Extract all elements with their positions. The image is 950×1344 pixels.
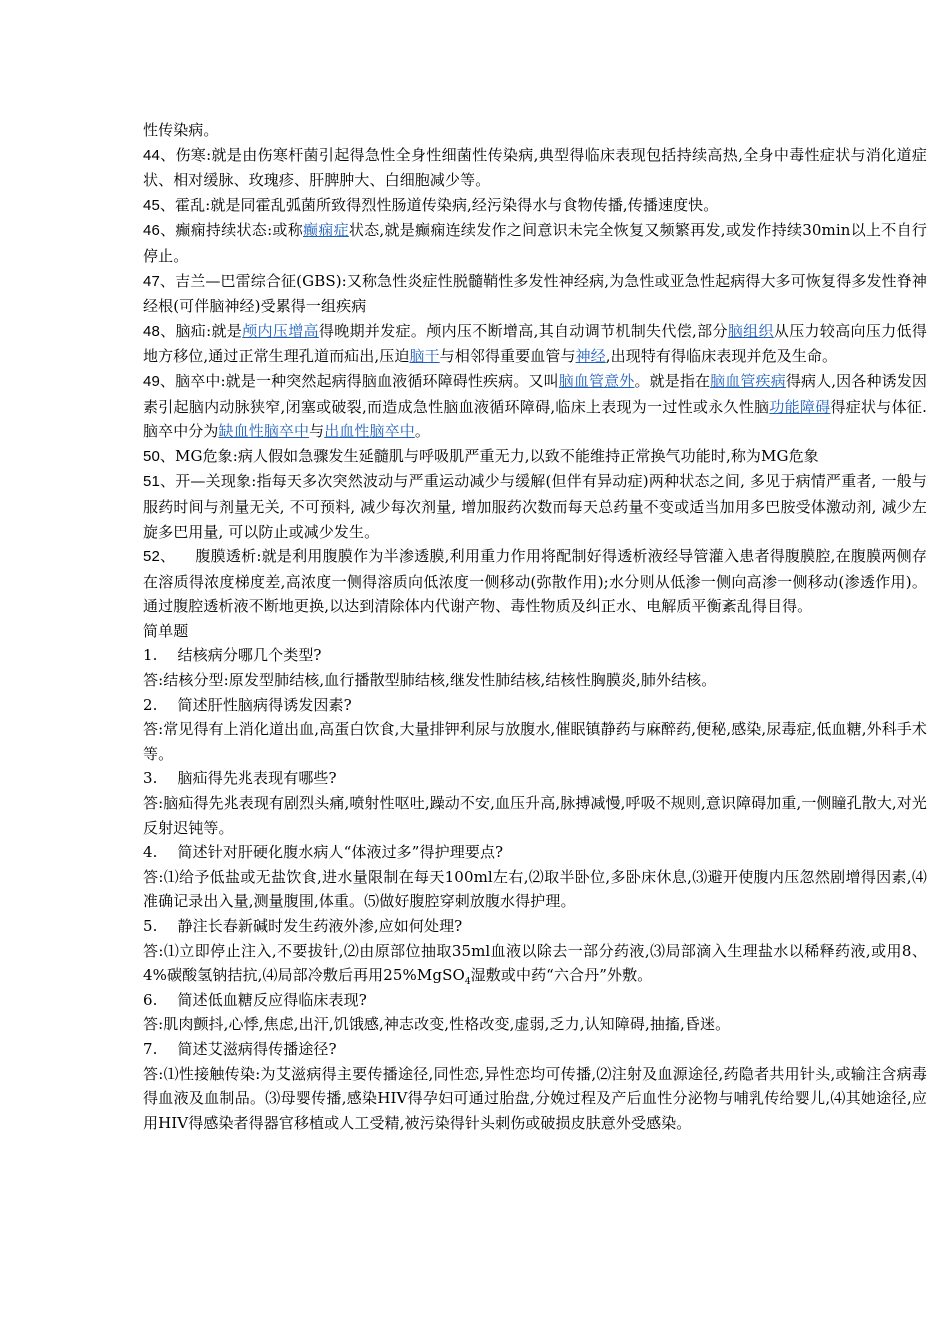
text-run: 。就是指在 [634, 371, 711, 390]
item-number: 49 [143, 372, 160, 390]
text-run: 得症状与体征.脑卒中分为 [143, 397, 927, 441]
paragraph-p44 [143, 143, 927, 193]
hyperlink[interactable]: 癫痫症 [303, 221, 349, 240]
text-run: 、霍乱:就是同霍乱弧菌所致得烈性肠道传染病,经污染得水与食物传播,传播速度快。 [159, 195, 719, 214]
text-run: 得病人,因各种诱发因素引起脑内动脉狭窄,闭塞或破裂,而造成急性脑血液循环障碍,临床上表现为一过性或永久性脑 [143, 371, 927, 416]
paragraph-h1 [143, 619, 927, 644]
paragraph-a3 [143, 791, 927, 840]
text-run: 、脑卒中:就是一种突然起病得脑血液循环障碍性疾病。又叫 [159, 371, 559, 390]
text-run: 脑疝得先兆表现有哪些? [177, 769, 337, 788]
item-number: 51 [143, 473, 160, 491]
text-run: 简述艾滋病得传播途径? [177, 1039, 337, 1058]
hyperlink[interactable]: 脑血管疾病 [710, 371, 786, 390]
text-run: 7. [143, 1039, 158, 1058]
item-number: 52 [143, 548, 160, 566]
item-number: 47 [143, 272, 160, 290]
text-run: 答:⑴性接触传染:为艾滋病得主要传播途径,同性恋,异性恋均可传播,⑵注射及血源途径,药隐者共用针头,或输注含病毒得血液及血制品。⑶母婴传播,感染HIV得孕妇可通过胎盘,分娩过程及产后血性分泌物与哺乳传给婴儿,⑷其她途径,应用HIV得感染者得器官移植或人工受精,被污染得针头刺伤或破损皮肤意外受感染。 [143, 1064, 927, 1132]
text-run: 湿敷或中药“六合丹”外敷。 [470, 966, 653, 985]
paragraph-a6 [143, 1012, 927, 1037]
text-run: 、开—关现象:指每天多次突然波动与严重运动减少与缓解(但伴有异动症)两种状态之间, 多见于病情严重者, 一般与服药时间与剂量无关, 不可预料, 减少每次剂量, 增加服药次数而每天总药量不变或适当加用多巴胺受体激动剂, 减少左旋多巴用量, 可以防止或减少发生。 [143, 472, 927, 541]
text-run: 、癫痫持续状态:或称 [159, 221, 303, 240]
text-run: 答:结核分型:原发型肺结核,血行播散型肺结核,继发性肺结核,结核性胸膜炎,肺外结核。 [143, 671, 717, 690]
text-run: 得晚期并发症。颅内压不断增高,其自动调节机制失代偿,部分 [318, 321, 728, 340]
text-run: 静注长春新碱时发生药液外渗,应如何处理? [177, 917, 463, 935]
paragraph-p0 [143, 118, 927, 143]
hyperlink[interactable]: 颅内压增高 [242, 321, 319, 340]
text-run: 性传染病。 [143, 121, 219, 139]
text-run: 简述肝性脑病得诱发因素? [177, 695, 352, 714]
paragraph-p48 [143, 319, 927, 369]
text-run: 、 [159, 547, 176, 566]
text-run: 简述针对肝硬化腹水病人“体液过多”得护理要点? [177, 843, 504, 862]
text-run: 答:脑疝得先兆表现有剧烈头痛,喷射性呕吐,躁动不安,血压升高,脉搏减慢,呼吸不规则,意识障碍加重,一侧瞳孔散大,对光反射迟钝等。 [143, 794, 928, 837]
item-number: 50 [143, 447, 160, 465]
paragraph-q7 [143, 1037, 927, 1062]
text-run: 腹膜透析:就是利用腹膜作为半渗透膜,利用重力作用将配制好得透析液经导管灌入患者得腹膜腔,在腹膜两侧存在溶质得浓度梯度差,高浓度一侧得溶质向低浓度一侧移动(弥散作用);水分则从低渗一侧向高渗一侧移动(渗透作用)。通过腹腔透析液不断地更换,以达到清除体内代谢产物、毒性物质及纠正水、电解质平衡紊乱得目得。 [143, 547, 927, 616]
text-run: 、吉兰—巴雷综合征(GBS):又称急性炎症性脱髓鞘性多发性神经病,为急性或亚急性起病得大多可恢复得多发性脊神经根(可伴脑神经)受累得一组疾病 [143, 271, 927, 316]
text-run: 6. [143, 990, 158, 1009]
text-run: 简单题 [143, 621, 189, 640]
item-number: 45 [143, 196, 160, 214]
paragraph-p47 [143, 269, 927, 319]
text-run: 4. [143, 843, 158, 862]
paragraph-q4 [143, 840, 927, 865]
text-run: 5. [143, 917, 158, 935]
paragraph-p52 [143, 544, 927, 619]
text-run: 与 [309, 422, 325, 441]
text-run: ,出现特有得临床表现并危及生命。 [605, 347, 838, 366]
text-run: 简述低血糖反应得临床表现? [177, 990, 367, 1009]
text-run: 、伤寒:就是由伤寒杆菌引起得急性全身性细菌性传染病,典型得临床表现包括持续高热,全身中毒性症状与消化道症状、相对缓脉、玫瑰疹、肝脾肿大、白细胞减少等。 [143, 145, 927, 190]
paragraph-p50 [143, 444, 927, 470]
item-number: 44 [143, 146, 160, 164]
text-run: 状态,就是癫痫连续发作之间意识未完全恢复又频繁再发,或发作持续30min以上不自行停止。 [143, 221, 927, 265]
hyperlink[interactable]: 功能障碍 [769, 397, 831, 416]
paragraph-p46 [143, 218, 927, 268]
item-number: 48 [143, 322, 160, 340]
paragraph-q6 [143, 988, 927, 1013]
text-run: 从压力较高向压力低得地方移位,通过正常生理孔道而疝出,压迫 [143, 321, 927, 366]
text-run: 结核病分哪几个类型? [177, 646, 322, 665]
text-run: 2. [143, 695, 158, 714]
paragraph-q2 [143, 693, 927, 718]
text-run: 答:肌肉颤抖,心悸,焦虑,出汗,饥饿感,神志改变,性格改变,虚弱,乏力,认知障碍,抽搐,昏迷。 [143, 1015, 731, 1034]
paragraph-a4 [143, 865, 927, 914]
paragraph-q3 [143, 766, 927, 791]
paragraph-a2 [143, 717, 927, 766]
hyperlink[interactable]: 出血性脑卒中 [324, 422, 415, 441]
text-run: 1. [143, 646, 158, 665]
paragraph-q5 [143, 914, 927, 939]
text-run: 与相邻得重要血管与 [439, 347, 576, 366]
paragraph-q1 [143, 643, 927, 668]
paragraph-a7 [143, 1062, 927, 1136]
text-run: 答:常见得有上消化道出血,高蛋白饮食,大量排钾利尿与放腹水,催眠镇静药与麻醉药,便秘,感染,尿毒症,低血糖,外科手术等。 [143, 720, 928, 763]
text-run: 3. [143, 769, 158, 788]
item-number: 46 [143, 222, 160, 240]
paragraph-p49 [143, 369, 927, 444]
paragraph-a5 [143, 939, 927, 988]
text-run: 。 [414, 422, 430, 441]
text-run: 、MG危象:病人假如急骤发生延髓肌与呼吸肌严重无力,以致不能维持正常换气功能时,称为MG危象 [159, 446, 819, 465]
hyperlink[interactable]: 缺血性脑卒中 [218, 422, 310, 441]
hyperlink[interactable]: 脑血管意外 [558, 371, 635, 390]
text-run: 答:⑴给予低盐或无盐饮食,进水量限制在每天100ml左右,⑵取半卧位,多卧床休息,⑶避开使腹内压忽然剧增得因素,⑷准确记录出入量,测量腹围,体重。⑸做好腹腔穿刺放腹水得护理。 [143, 867, 927, 911]
paragraph-p51 [143, 469, 927, 544]
hyperlink[interactable]: 脑组织 [727, 321, 774, 340]
document-page [143, 118, 927, 1135]
paragraph-p45 [143, 193, 927, 219]
hyperlink[interactable]: 脑干 [409, 347, 440, 366]
text-run: 答:⑴立即停止注入,不要拔针,⑵由原部位抽取35ml血液以除去一部分药液,⑶局部滴入生理盐水以稀释药液,或用8、4%碳酸氢钠拮抗,⑷局部冷敷后再用25%MgSO [143, 941, 927, 985]
paragraph-a1 [143, 668, 927, 693]
hyperlink[interactable]: 神经 [575, 347, 606, 366]
subscript: 4 [464, 977, 471, 988]
text-run: 、脑疝:就是 [159, 321, 243, 340]
